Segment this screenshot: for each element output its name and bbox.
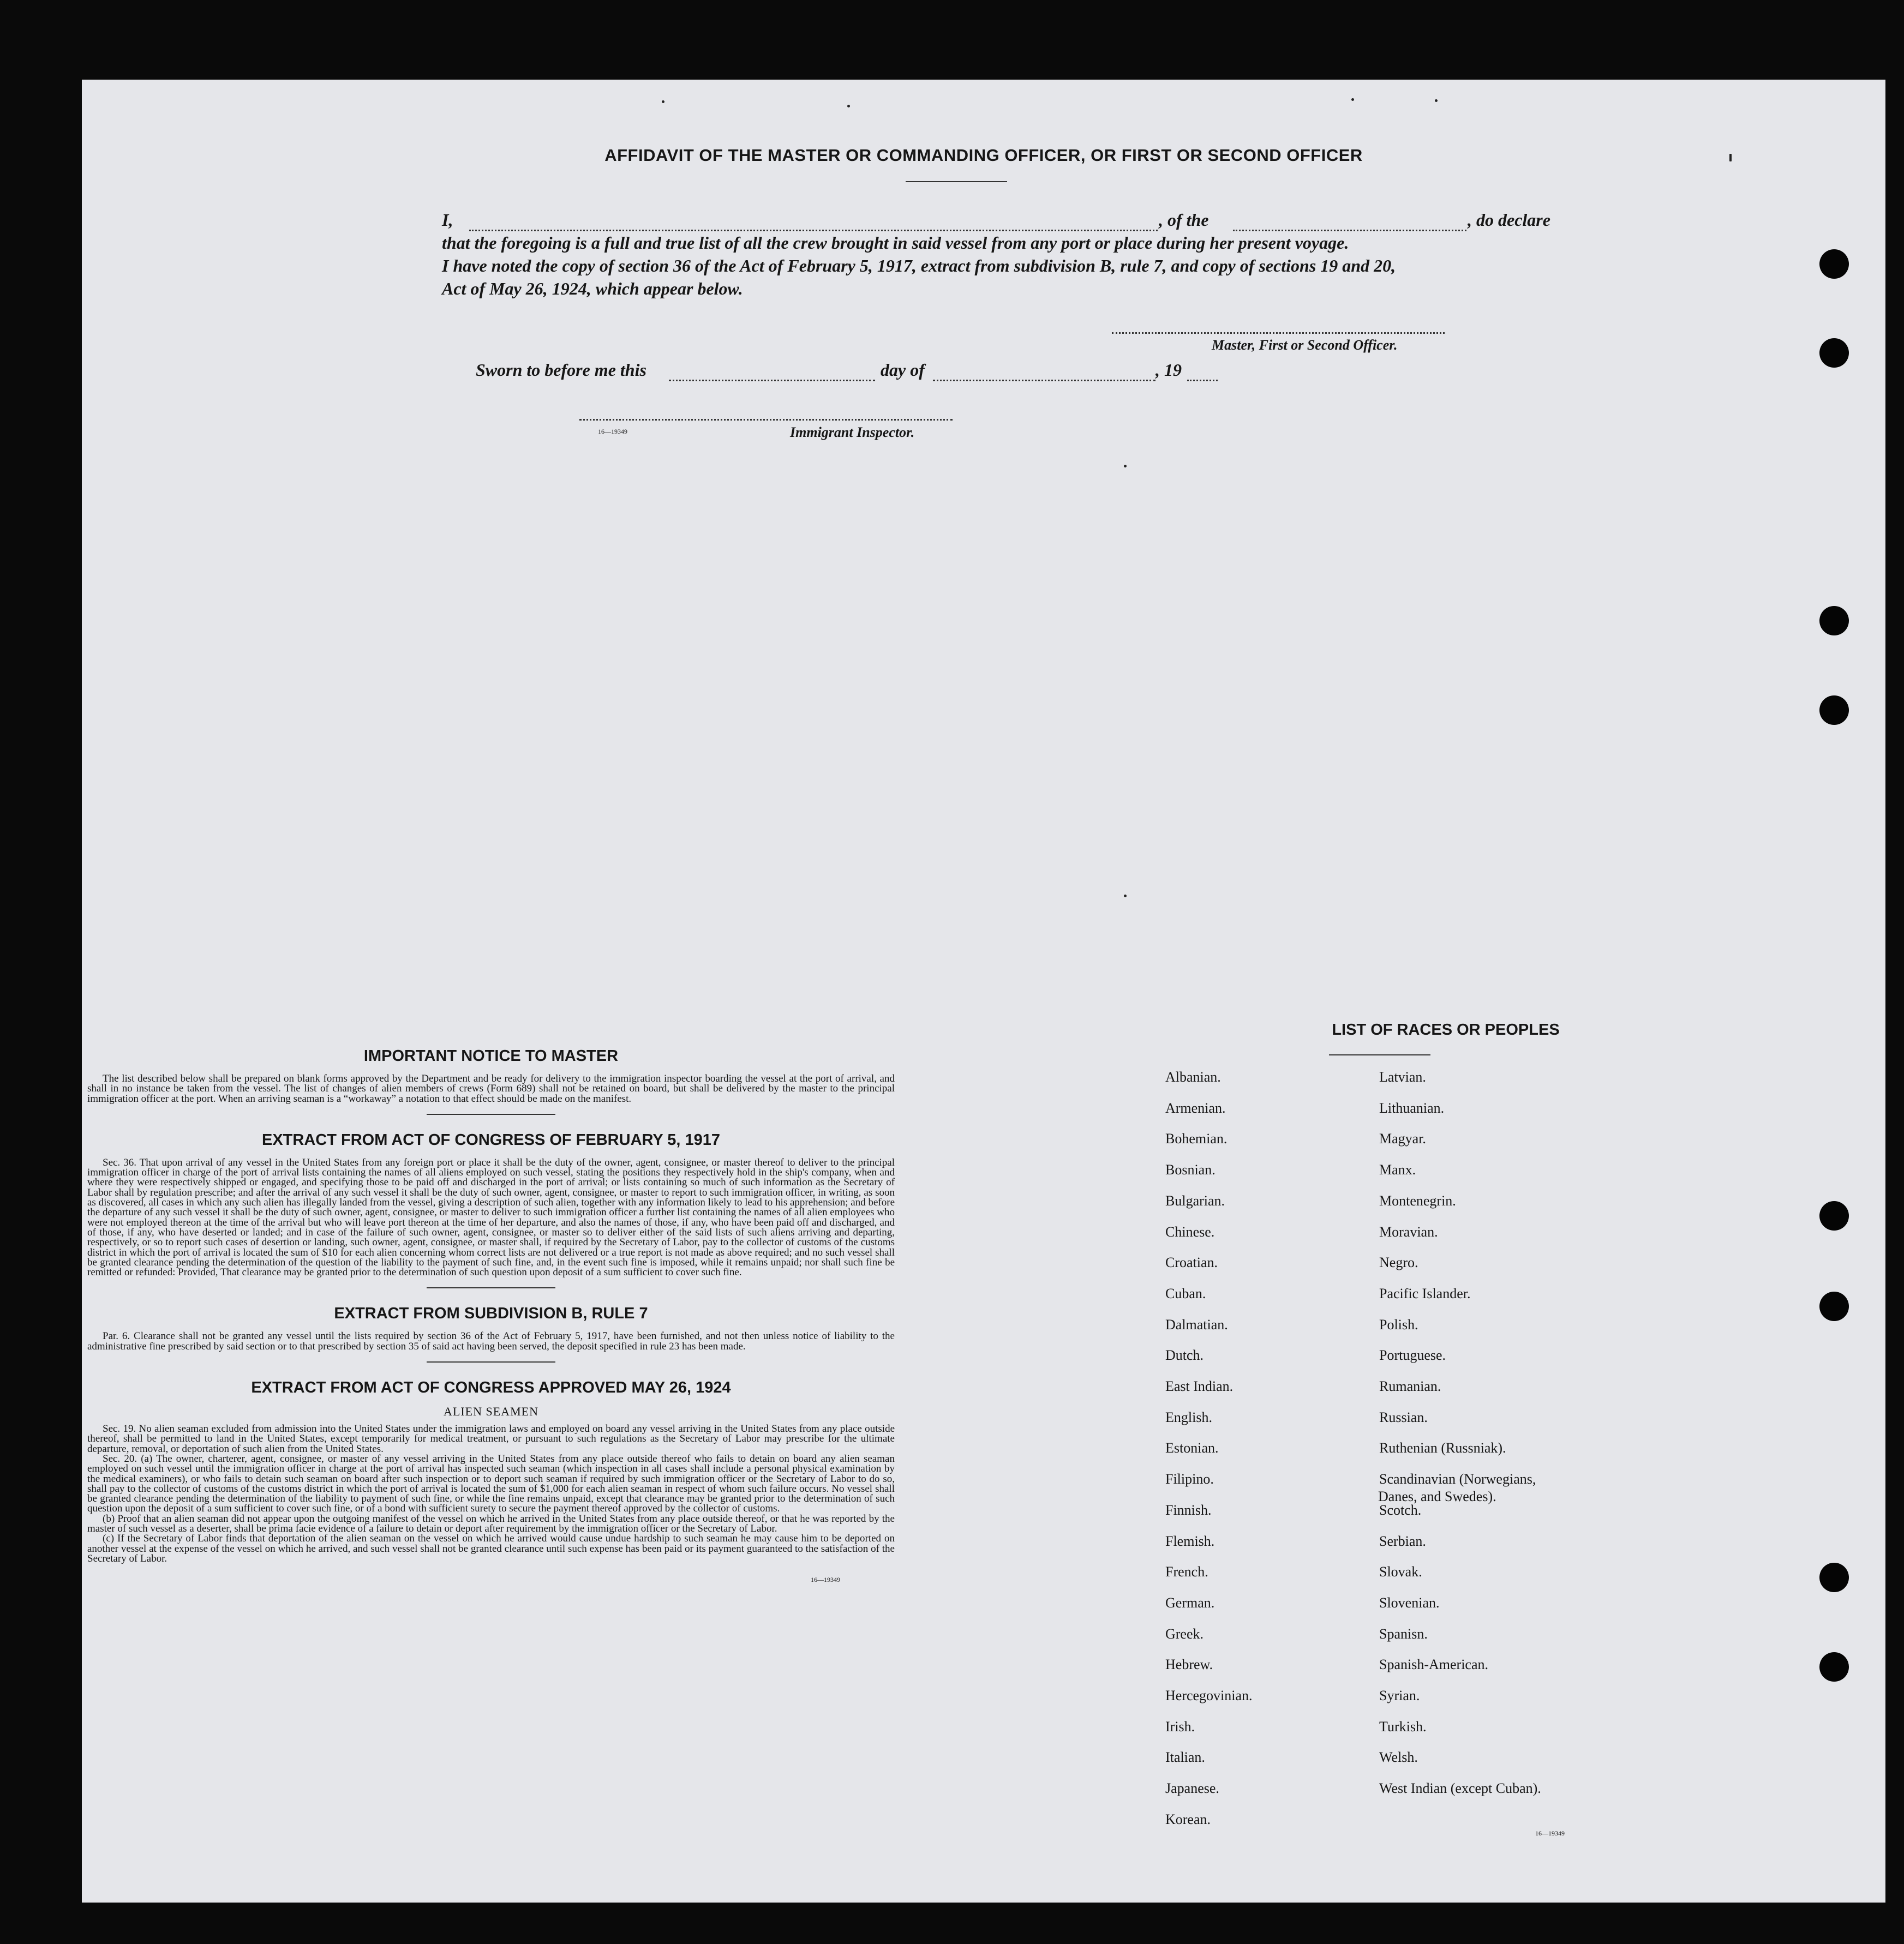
- form-number: 16—19349: [811, 1576, 840, 1584]
- punch-hole: [1819, 1201, 1849, 1231]
- punch-hole: [1819, 1292, 1849, 1321]
- race-right-item: Negro.: [1379, 1255, 1418, 1271]
- race-left-item: Finnish.: [1165, 1502, 1212, 1518]
- speck: [1435, 99, 1438, 102]
- race-right-item: Magyar.: [1379, 1131, 1426, 1147]
- sworn-line: [476, 360, 1316, 384]
- speck: [1124, 895, 1127, 897]
- declaration-line-2: that the foregoing is a full and true list of all the crew brought in said vessel from any port or place during her present voyage.: [442, 233, 1349, 253]
- vessel-name-field[interactable]: [1233, 230, 1466, 231]
- race-right-item: Russian.: [1379, 1409, 1428, 1425]
- race-right-item: Scotch.: [1379, 1502, 1422, 1518]
- race-right-item: Lithuanian.: [1379, 1100, 1445, 1116]
- speck: [1351, 98, 1354, 101]
- sworn-year-field[interactable]: [1187, 380, 1218, 381]
- sworn-label: Sworn to before me this: [476, 360, 646, 380]
- form-page: [82, 80, 1885, 1903]
- race-right-item: Spanish-American.: [1379, 1657, 1489, 1673]
- divider: [427, 1287, 555, 1288]
- race-left-item: Estonian.: [1165, 1440, 1219, 1456]
- race-left-item: Hercegovinian.: [1165, 1688, 1253, 1703]
- sworn-month-field[interactable]: [933, 380, 1155, 381]
- race-right-item: Serbian.: [1379, 1533, 1426, 1549]
- race-left-item: Albanian.: [1165, 1069, 1221, 1085]
- race-right-item: Turkish.: [1379, 1718, 1427, 1735]
- sec-19-paragraph: Sec. 19. No alien seaman excluded from admission into the United States under the immigration laws and employed on board any vessel arriving in the United States from any place outside thereof, shall be permitted to land in the United States, except temporarily for medical treatment, or pursuant to such regulations as the Secretary of Labor may prescribe for the ultimate departure, removal, or deportation of such alien from the United States.: [87, 1423, 895, 1455]
- race-right-item: Portuguese.: [1379, 1347, 1446, 1364]
- race-right-item: Rumanian.: [1379, 1378, 1441, 1394]
- punch-hole: [1819, 695, 1849, 725]
- race-left-item: Flemish.: [1165, 1533, 1215, 1549]
- race-left-item: East Indian.: [1165, 1378, 1234, 1394]
- vessel-label: , of the: [1159, 210, 1209, 230]
- race-right-item: Slovak.: [1379, 1564, 1422, 1580]
- race-right-item: Danes, and Swedes).: [1378, 1489, 1496, 1505]
- rule-7-text: [87, 1331, 895, 1352]
- race-right-item: Scandinavian (Norwegians,: [1379, 1471, 1536, 1487]
- race-left-item: Bulgarian.: [1165, 1192, 1225, 1209]
- race-left-item: Cuban.: [1165, 1285, 1206, 1301]
- year-label: , 19: [1155, 360, 1182, 380]
- affidavit-title: AFFIDAVIT OF THE MASTER OR COMMANDING OFFICER, OR FIRST OR SECOND OFFICER: [604, 146, 1363, 165]
- race-right-item: Pacific Islander.: [1379, 1285, 1471, 1301]
- notice-title: IMPORTANT NOTICE TO MASTER: [363, 1047, 619, 1065]
- race-right-item: Moravian.: [1379, 1223, 1438, 1240]
- master-signature-caption: Master, First or Second Officer.: [1212, 337, 1398, 353]
- sworn-date-field[interactable]: [669, 380, 875, 381]
- master-signature-line[interactable]: [1112, 332, 1445, 334]
- race-right-item: Latvian.: [1379, 1069, 1426, 1085]
- form-number: 16—19349: [598, 428, 627, 435]
- punch-hole: [1819, 606, 1849, 635]
- race-left-item: Chinese.: [1165, 1223, 1215, 1240]
- race-right-item: Slovenian.: [1379, 1594, 1440, 1611]
- punch-hole: [1819, 249, 1849, 279]
- race-left-item: Bohemian.: [1165, 1131, 1228, 1147]
- race-right-item: West Indian (except Cuban).: [1379, 1780, 1541, 1797]
- rule-7-title: EXTRACT FROM SUBDIVISION B, RULE 7: [334, 1305, 648, 1323]
- notice-text: [87, 1074, 895, 1104]
- race-right-item: Welsh.: [1379, 1749, 1418, 1766]
- sec-20a-paragraph: Sec. 20. (a) The owner, charterer, agent, consignee, or master of any vessel arriving in the United States from any place outside thereof who fails to detain on board any alien seaman employed on such vessel until the immigration officer in charge at the port of arrival has inspected such seaman (which inspection in all cases shall include a personal physical examination by the medical examiners), or who fails to detain such seaman on board after such inspection or to deport such seaman if required by such immigration officer or the Secretary of Labor to do so, shall pay to the collector of customs of the customs district in which the port of arrival is located the sum of $1,000 for each alien seaman in respect of whom such failure occurs. No vessel shall be granted clearance pending the determination of the liability to payment of such fine, or while the fine remains unpaid, except that clearance may be granted prior to the determination of such question upon the deposit of a sum sufficient to cover such fine, or of a bond with sufficient surety to secure the payment thereof approved by the collector of customs.: [87, 1453, 895, 1515]
- race-right-item: Polish.: [1379, 1316, 1418, 1333]
- race-left-item: Greek.: [1165, 1625, 1204, 1642]
- punch-hole: [1819, 1563, 1849, 1592]
- punch-hole: [1819, 1652, 1849, 1682]
- extract-1924-title: EXTRACT FROM ACT OF CONGRESS APPROVED MAY 26, 1924: [251, 1379, 731, 1397]
- declarant-name-field[interactable]: [469, 230, 1158, 231]
- race-right-item: Ruthenian (Russniak).: [1379, 1440, 1506, 1456]
- par-6-paragraph: Par. 6. Clearance shall not be granted any vessel until the lists required by section 36 of the Act of February 5, 1917, have been furnished, and not then unless notice of liability to the administrative fine prescribed by said section or to that prescribed by section 35 of said act having been served, the deposit specified in rule 23 has been made.: [87, 1330, 895, 1352]
- declaration-line-3: I have noted the copy of section 36 of the Act of February 5, 1917, extract from subdivision B, rule 7, and copy of sections 19 and 20,: [442, 256, 1396, 275]
- race-left-item: Dalmatian.: [1165, 1316, 1228, 1333]
- race-right-item: Spanisn.: [1379, 1625, 1428, 1642]
- inspector-signature-line[interactable]: [579, 419, 953, 421]
- race-left-item: Korean.: [1165, 1811, 1211, 1827]
- race-left-item: English.: [1165, 1409, 1212, 1425]
- inspector-signature-caption: Immigrant Inspector.: [790, 424, 915, 440]
- legal-extracts: [87, 1047, 895, 1584]
- alien-seamen-subtitle: ALIEN SEAMEN: [444, 1405, 538, 1419]
- notice-paragraph: The list described below shall be prepared on blank forms approved by the Department and be ready for delivery to the immigration inspector boarding the vessel at the port of arrival, and shall in no instance be taken from the vessel. The list of changes of alien members of crews (Form 689) shall not be retained on board, but shall be delivered by the master to the principal immigration officer at the port. When an arriving seaman is a “workaway” a notation to that effect should be made on the manifest.: [87, 1073, 895, 1105]
- divider: [427, 1361, 555, 1363]
- form-number: 16—19349: [1535, 1829, 1565, 1837]
- title-underline: [906, 181, 1007, 182]
- race-left-item: French.: [1165, 1564, 1208, 1580]
- race-left-item: German.: [1165, 1594, 1215, 1611]
- extract-1917-title: EXTRACT FROM ACT OF CONGRESS OF FEBRUARY 5, 1917: [261, 1131, 721, 1149]
- race-left-item: Irish.: [1165, 1718, 1195, 1735]
- race-left-item: Croatian.: [1165, 1255, 1218, 1271]
- race-left-item: Armenian.: [1165, 1100, 1226, 1116]
- race-left-item: Hebrew.: [1165, 1657, 1213, 1673]
- race-right-item: Manx.: [1379, 1162, 1416, 1178]
- declaration-line-1: [442, 210, 1555, 234]
- declare-label: , do declare: [1468, 210, 1550, 230]
- section-36-paragraph: Sec. 36. That upon arrival of any vessel in the United States from any foreign port or place it shall be the duty of the owner, agent, consignee, or master thereof to deliver to the principal immigration officer in charge of the port of arrival lists containing the names of all aliens employed on such vessel, stating the positions they respectively hold in the ship's company, when and where they were respectively shipped or engaged, and specifying those to be paid off and discharged in the port of arrival; or lists containing so much of such information as the Secretary of Labor shall by regulation prescribe; and after the arrival of any such vessel it shall be the duty of such owner, agent, consignee, or master to report to such immigration officer, in writing, as soon as discovered, all cases in which any such alien has illegally landed from the vessel, giving a description of such alien, together with any information likely to lead to his apprehension; and before the departure of any such vessel it shall be the duty of such owner, agent, consignee, or master to deliver to such immigration officer a further list containing the names of all alien employees who were not employed thereon at the time of the arrival but who will leave port thereon at the time of her departure, and also the names of those, if any, who have been paid off and discharged, and of those, if any, who have deserted or landed; and in case of the failure of such owner, agent, consignee, or master so to deliver either of the said lists of such aliens arriving and departing, respectively, or so to report such cases of desertion or landing, such owner, agent, consignee, or master shall, if required by the Secretary of Labor, pay to the collector of customs of the customs district in which the port of arrival is located the sum of $10 for each alien concerning whom correct lists are not delivered or a true report is not made as above required; and no such vessel shall be granted clearance pending the determination of the question of the liability to the payment of such fine, and, in the event such fine is imposed, while it remains unpaid; nor shall such fine be remitted or refunded: Provided, That clearance may be granted prior to the determination of such question upon deposit of a sum sufficient to cover such fine.: [87, 1156, 895, 1279]
- race-left-item: Italian.: [1165, 1749, 1205, 1766]
- races-title: LIST OF RACES OR PEOPLES: [1332, 1021, 1560, 1039]
- sec-20b-paragraph: (b) Proof that an alien seaman did not appear upon the outgoing manifest of the vessel on which he arrived in the United States from any place outside thereof, or that he was reported by the master of such vessel as a deserter, shall be prima facie evidence of a failure to detain or deport after requirement by the immigration officer or the Secretary of Labor.: [87, 1513, 895, 1535]
- race-left-item: Filipino.: [1165, 1471, 1214, 1487]
- extract-1924-text: [87, 1424, 895, 1564]
- race-left-item: Bosnian.: [1165, 1162, 1216, 1178]
- race-right-item: Syrian.: [1379, 1688, 1420, 1703]
- race-right-item: Montenegrin.: [1379, 1192, 1456, 1209]
- speck: [847, 105, 850, 107]
- sec-20c-paragraph: (c) If the Secretary of Labor finds that deportation of the alien seaman on the vessel on which he arrived would cause undue hardship to such seaman he may cause him to be deported on another vessel at the expense of the vessel on which he arrived, and such vessel shall not be granted clearance until such expense has been paid or its payment guaranteed to the satisfaction of the Secretary of Labor.: [87, 1533, 895, 1564]
- day-of-label: day of: [881, 360, 925, 380]
- extract-1917-text: [87, 1158, 895, 1278]
- speck: [1124, 465, 1127, 467]
- race-left-item: Japanese.: [1165, 1780, 1219, 1797]
- races-title-underline: [1329, 1054, 1430, 1055]
- punch-hole: [1819, 338, 1849, 368]
- declaration-line-4: Act of May 26, 1924, which appear below.: [442, 279, 743, 298]
- race-left-item: Dutch.: [1165, 1347, 1204, 1364]
- divider: [427, 1114, 555, 1115]
- declarant-label: I,: [442, 210, 453, 230]
- speck: [662, 100, 664, 103]
